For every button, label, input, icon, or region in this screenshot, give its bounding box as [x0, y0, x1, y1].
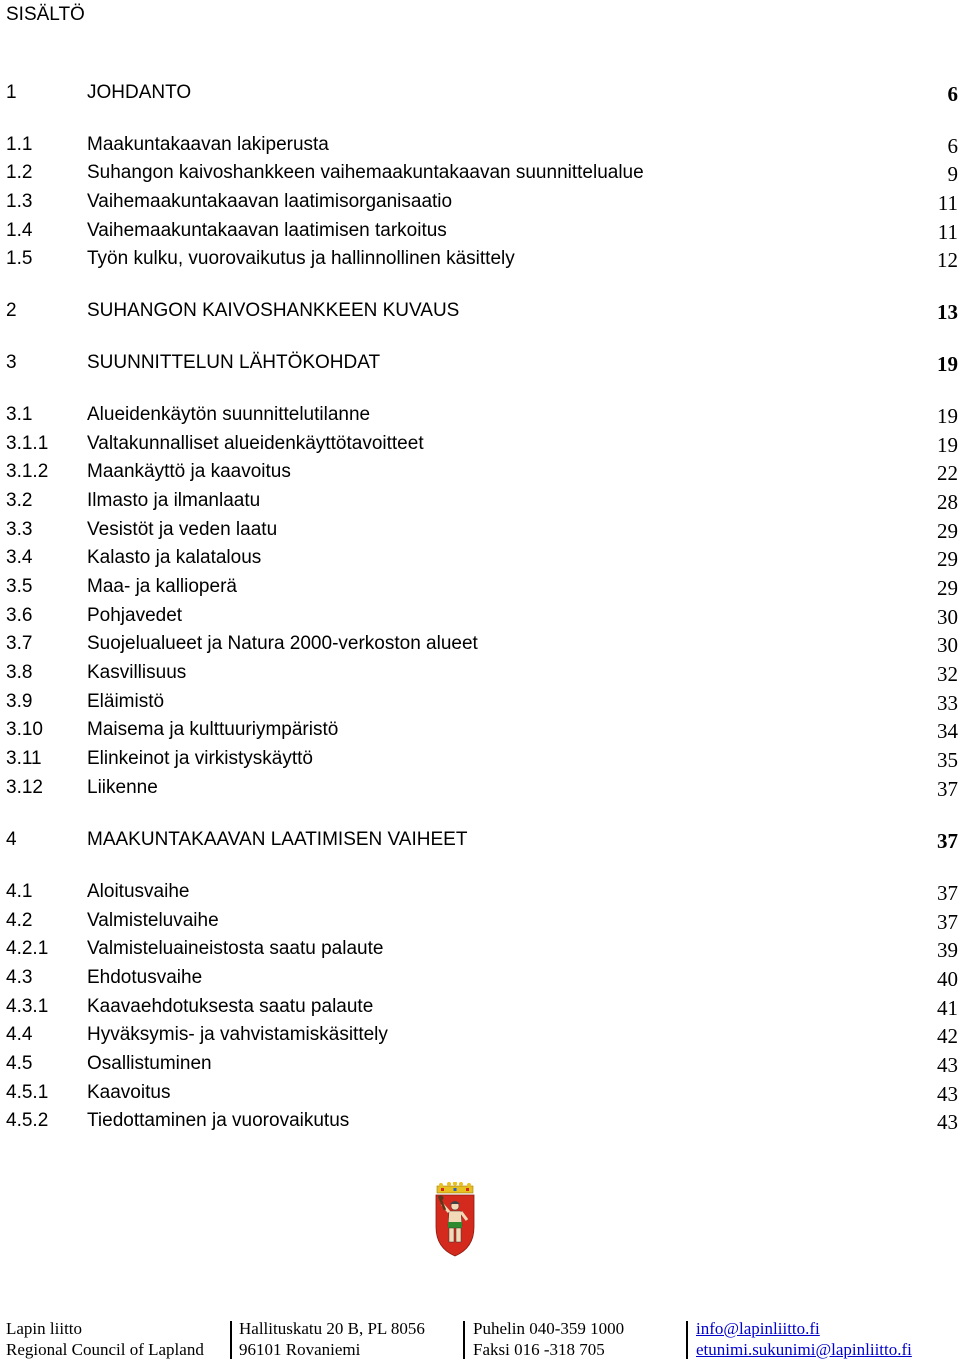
toc-number: 3.1.2: [6, 461, 49, 482]
toc-page: 19: [937, 404, 958, 428]
toc-number: 3.1.1: [6, 433, 49, 454]
toc-page: 37: [937, 881, 958, 905]
lapland-coat-of-arms-icon: [433, 1182, 477, 1258]
toc-page: 37: [937, 777, 958, 801]
toc-title: Kasvillisuus: [87, 662, 187, 683]
toc-title: Valmisteluvaihe: [87, 910, 219, 931]
toc-title: Liikenne: [87, 777, 158, 798]
toc-row[interactable]: [0, 881, 960, 907]
toc-title: Valtakunnalliset alueidenkäyttötavoitteet: [87, 433, 424, 454]
toc-page: 39: [937, 938, 958, 962]
toc-row[interactable]: [0, 82, 960, 108]
toc-row[interactable]: [0, 633, 960, 659]
toc-title: Valmisteluaineistosta saatu palaute: [87, 938, 384, 959]
toc-number: 3.11: [6, 748, 42, 769]
toc-page: 22: [937, 461, 958, 485]
page-footer: [0, 1318, 960, 1362]
toc-number: 3.3: [6, 519, 33, 540]
email-link[interactable]: info@lapinliitto.fi: [696, 1319, 820, 1338]
toc-page: 19: [937, 352, 958, 376]
org-name: Lapin liitto: [6, 1319, 83, 1338]
toc-number: 3: [6, 352, 17, 373]
toc-page: 32: [937, 662, 958, 686]
toc-row[interactable]: [0, 1024, 960, 1050]
toc-page: 29: [937, 547, 958, 571]
toc-title: Alueidenkäytön suunnittelutilanne: [87, 404, 371, 425]
toc-title: JOHDANTO: [87, 82, 192, 103]
toc-row[interactable]: [0, 519, 960, 545]
toc-title: Maakuntakaavan lakiperusta: [87, 134, 329, 155]
toc-page: 35: [937, 748, 958, 772]
toc-title: MAAKUNTAKAAVAN LAATIMISEN VAIHEET: [87, 829, 468, 850]
toc-row[interactable]: [0, 490, 960, 516]
toc-page: 11: [937, 220, 958, 244]
toc-row[interactable]: [0, 829, 960, 855]
toc-page: 9: [947, 162, 958, 186]
postal-address: 96101 Rovaniemi: [239, 1340, 361, 1359]
toc-page: 42: [937, 1024, 958, 1048]
toc-row[interactable]: [0, 433, 960, 459]
street-address: Hallituskatu 20 B, PL 8056: [239, 1319, 425, 1338]
toc-title: Suhangon kaivoshankkeen vaihemaakuntakaavan suunnittelualue: [87, 162, 644, 183]
toc-row[interactable]: [0, 404, 960, 430]
toc-page: 6: [947, 134, 958, 158]
toc-page: 34: [937, 719, 958, 743]
toc-number: 3.9: [6, 691, 33, 712]
personal-email-link[interactable]: etunimi.sukunimi@lapinliitto.fi: [696, 1340, 912, 1359]
toc-page: 40: [937, 967, 958, 991]
toc-row[interactable]: [0, 134, 960, 160]
toc-row[interactable]: [0, 576, 960, 602]
toc-title: SUHANGON KAIVOSHANKKEEN KUVAUS: [87, 300, 460, 321]
toc-page: 43: [937, 1082, 958, 1106]
toc-row[interactable]: [0, 691, 960, 717]
fax-number: Faksi 016 -318 705: [473, 1340, 605, 1359]
toc-page: 29: [937, 576, 958, 600]
footer-address: [239, 1318, 425, 1360]
toc-page: 11: [937, 191, 958, 215]
phone-number: Puhelin 040-359 1000: [473, 1319, 625, 1338]
toc-row[interactable]: [0, 910, 960, 936]
toc-title: Kaavoitus: [87, 1082, 171, 1103]
toc-row[interactable]: [0, 1082, 960, 1108]
toc-number: 4: [6, 829, 17, 850]
toc-page: 13: [937, 300, 958, 324]
toc-number: 4.5: [6, 1053, 33, 1074]
toc-row[interactable]: [0, 605, 960, 631]
toc-title: SUUNNITTELUN LÄHTÖKOHDAT: [87, 352, 381, 373]
toc-title: Hyväksymis- ja vahvistamiskäsittely: [87, 1024, 388, 1045]
toc-title: Eläimistö: [87, 691, 165, 712]
toc-number: 4.5.2: [6, 1110, 49, 1131]
toc-title: Pohjavedet: [87, 605, 183, 626]
toc-title: Kaavaehdotuksesta saatu palaute: [87, 996, 374, 1017]
toc-page: 6: [947, 82, 958, 106]
toc-title: Työn kulku, vuorovaikutus ja hallinnollinen käsittely: [87, 248, 515, 269]
toc-page: 12: [937, 248, 958, 272]
toc-title: Osallistuminen: [87, 1053, 212, 1074]
toc-number: 3.4: [6, 547, 33, 568]
toc-title: Maankäyttö ja kaavoitus: [87, 461, 291, 482]
toc-title: Vaihemaakuntakaavan laatimisen tarkoitus: [87, 220, 447, 241]
toc-row[interactable]: [0, 220, 960, 246]
toc-title: Tiedottaminen ja vuorovaikutus: [87, 1110, 350, 1131]
toc-row[interactable]: [0, 719, 960, 745]
toc-page: 41: [937, 996, 958, 1020]
toc-number: 4.3: [6, 967, 33, 988]
toc-title: Elinkeinot ja virkistyskäyttö: [87, 748, 313, 769]
toc-title: Ilmasto ja ilmanlaatu: [87, 490, 261, 511]
toc-row[interactable]: [0, 1053, 960, 1079]
footer-phone: [473, 1318, 624, 1360]
toc-row[interactable]: [0, 300, 960, 326]
toc-number: 3.8: [6, 662, 33, 683]
toc-number: 4.2.1: [6, 938, 49, 959]
toc-title: Vaihemaakuntakaavan laatimisorganisaatio: [87, 191, 453, 212]
toc-title: Kalasto ja kalatalous: [87, 547, 262, 568]
toc-number: 3.6: [6, 605, 33, 626]
toc-row[interactable]: [0, 162, 960, 188]
toc-title: Aloitusvaihe: [87, 881, 190, 902]
toc-number: 4.5.1: [6, 1082, 49, 1103]
footer-divider: [463, 1321, 465, 1359]
toc-page: 19: [937, 433, 958, 457]
toc-number: 1.5: [6, 248, 33, 269]
toc-page: 28: [937, 490, 958, 514]
toc-page: 43: [937, 1110, 958, 1134]
toc-number: 4.1: [6, 881, 33, 902]
footer-divider: [686, 1321, 688, 1359]
toc-page: 30: [937, 605, 958, 629]
toc-row[interactable]: [0, 967, 960, 993]
footer-org: [6, 1318, 204, 1360]
toc-row[interactable]: [0, 662, 960, 688]
toc-number: 1: [6, 82, 17, 103]
toc-row[interactable]: [0, 777, 960, 803]
toc-title: Suojelualueet ja Natura 2000-verkoston alueet: [87, 633, 478, 654]
toc-number: 3.5: [6, 576, 33, 597]
toc-number: 3.10: [6, 719, 43, 740]
toc-number: 3.12: [6, 777, 43, 798]
toc-number: 1.2: [6, 162, 33, 183]
toc-number: 1.1: [6, 134, 33, 155]
toc-row[interactable]: [0, 461, 960, 487]
toc-number: 3.1: [6, 404, 33, 425]
footer-divider: [230, 1321, 232, 1359]
toc-title: Ehdotusvaihe: [87, 967, 203, 988]
toc-page: 43: [937, 1053, 958, 1077]
toc-number: 2: [6, 300, 17, 321]
toc-title: Maa- ja kallioperä: [87, 576, 237, 597]
footer-email: [696, 1318, 912, 1360]
toc-page: 37: [937, 829, 958, 853]
toc-row[interactable]: [0, 248, 960, 274]
org-name-en: Regional Council of Lapland: [6, 1340, 204, 1359]
toc-row[interactable]: [0, 191, 960, 217]
toc-title: Vesistöt ja veden laatu: [87, 519, 278, 540]
page-title: SISÄLTÖ: [6, 4, 85, 25]
toc-number: 3.2: [6, 490, 33, 511]
toc-number: 4.3.1: [6, 996, 49, 1017]
toc-row[interactable]: [0, 1110, 960, 1136]
toc-row[interactable]: [0, 352, 960, 378]
toc-number: 3.7: [6, 633, 33, 654]
toc-page: 33: [937, 691, 958, 715]
toc-number: 1.4: [6, 220, 33, 241]
toc-row[interactable]: [0, 748, 960, 774]
toc-row[interactable]: [0, 996, 960, 1022]
toc-row[interactable]: [0, 547, 960, 573]
toc-page: 29: [937, 519, 958, 543]
toc-number: 4.2: [6, 910, 33, 931]
toc-page: 30: [937, 633, 958, 657]
toc-title: Maisema ja kulttuuriympäristö: [87, 719, 339, 740]
toc-row[interactable]: [0, 938, 960, 964]
toc-page: 37: [937, 910, 958, 934]
toc-number: 4.4: [6, 1024, 33, 1045]
toc-number: 1.3: [6, 191, 33, 212]
